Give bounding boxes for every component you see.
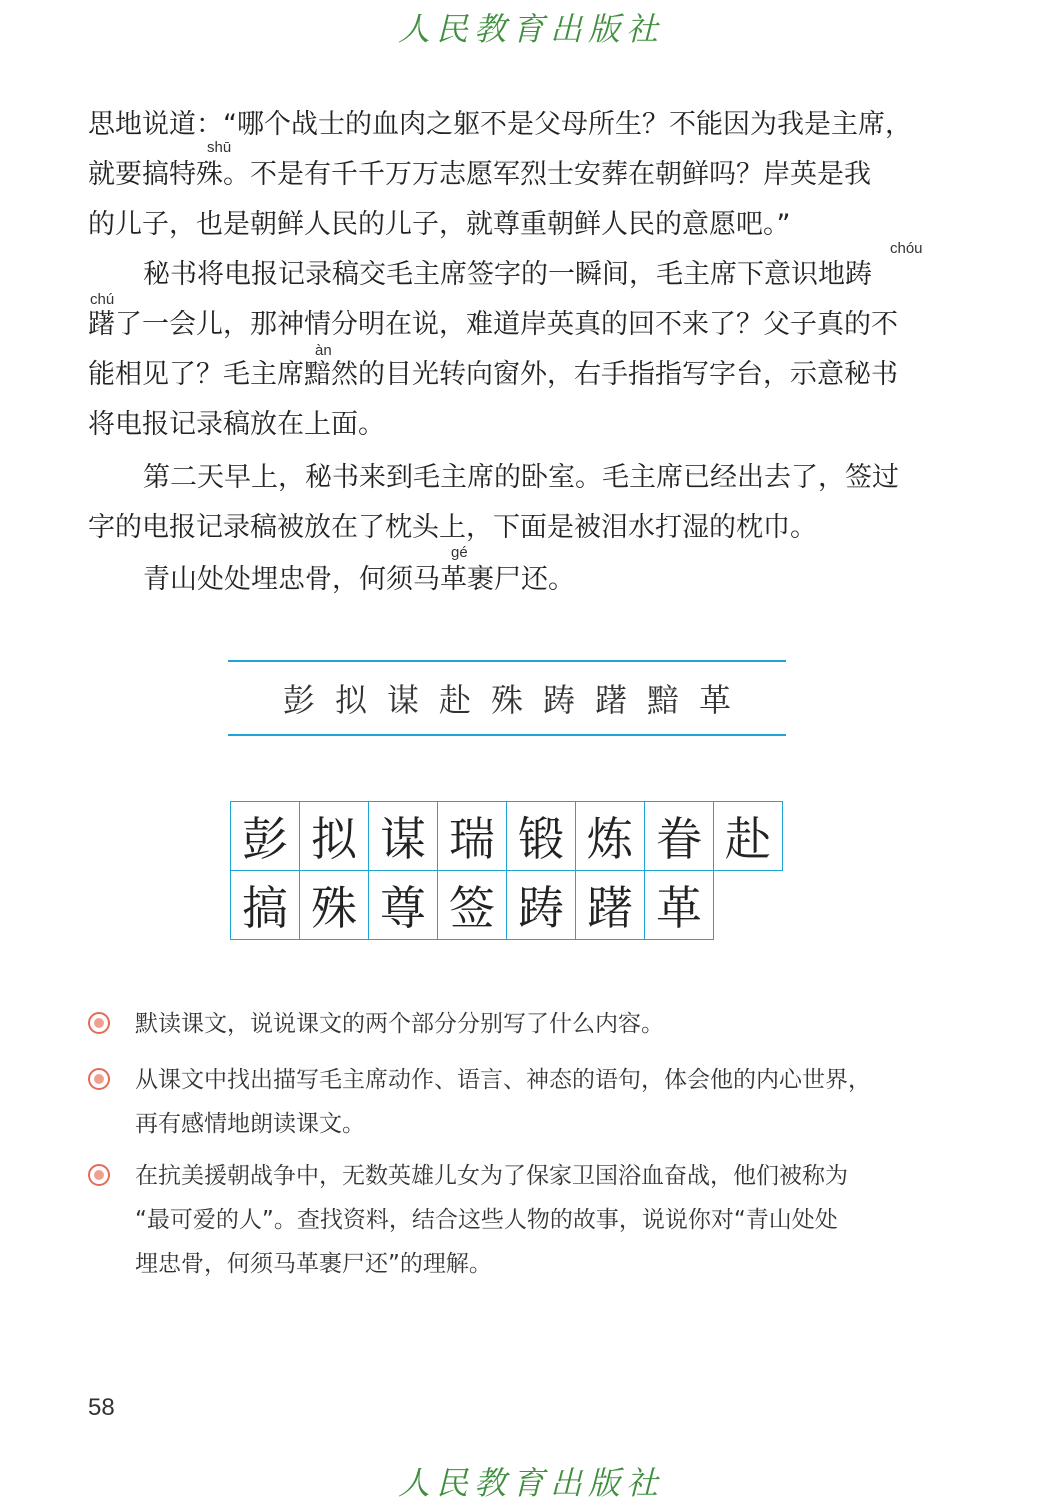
recognize-char: 躇 — [595, 681, 628, 719]
exercise-marker-icon — [88, 1164, 110, 1186]
write-char-cell: 尊 — [368, 870, 438, 940]
pinyin-chou: chóu — [890, 240, 923, 257]
write-char-cell: 谋 — [368, 801, 438, 871]
text-line: 思地说道：“哪个战士的血肉之躯不是父母所生？不能因为我是主席， — [88, 109, 912, 140]
text-line: 第二天早上，秘书来到毛主席的卧室。毛主席已经出去了，签过 — [143, 462, 899, 493]
recognize-char: 拟 — [334, 681, 367, 719]
exercise-line: 从课文中找出描写毛主席动作、语言、神态的语句，体会他的内心世界， — [135, 1067, 871, 1093]
write-char-cell: 锻 — [506, 801, 576, 871]
exercise-line: 埋忠骨，何须马革裹尸还”的理解。 — [135, 1251, 492, 1277]
grid-row — [231, 871, 783, 940]
exercise-line: 默读课文，说说课文的两个部分分别写了什么内容。 — [135, 1011, 664, 1037]
text-line: 的儿子，也是朝鲜人民的儿子，就尊重朝鲜人民的意愿吧。” — [88, 209, 791, 240]
write-char-cell: 躇 — [575, 870, 645, 940]
exercise-marker-icon — [88, 1068, 110, 1090]
publisher-logo-bottom: 人民教育出版社 — [397, 1464, 664, 1502]
recognize-chars-box — [228, 660, 786, 736]
write-char-cell: 搞 — [230, 870, 300, 940]
recognize-char: 谋 — [386, 681, 419, 719]
exercise-marker-icon — [88, 1012, 110, 1034]
write-char-cell: 彭 — [230, 801, 300, 871]
text-line: 青山处处埋忠骨，何须马革裹尸还。 — [143, 564, 575, 595]
write-char-cell: 踌 — [506, 870, 576, 940]
grid-row — [231, 802, 783, 871]
paragraph-1 — [88, 100, 933, 250]
recognize-char: 革 — [699, 681, 732, 719]
publisher-logo-top: 人民教育出版社 — [397, 10, 664, 48]
text-line: 将电报记录稿放在上面。 — [88, 409, 385, 440]
text-line: 字的电报记录稿被放在了枕头上，下面是被泪水打湿的枕巾。 — [88, 512, 817, 543]
write-char-cell: 殊 — [299, 870, 369, 940]
paragraph-4 — [88, 555, 933, 605]
pinyin-ge: gé — [451, 544, 468, 561]
write-char-cell: 瑞 — [437, 801, 507, 871]
recognize-char: 黯 — [647, 681, 680, 719]
write-char-cell: 眷 — [644, 801, 714, 871]
paragraph-3 — [88, 453, 933, 553]
write-char-cell: 革 — [644, 870, 714, 940]
write-char-cell: 赴 — [713, 801, 783, 871]
text-line: 能相见了？毛主席黯然的目光转向窗外，右手指指写字台，示意秘书 — [88, 359, 898, 390]
write-char-cell: 签 — [437, 870, 507, 940]
exercise-line: 在抗美援朝战争中，无数英雄儿女为了保家卫国浴血奋战，他们被称为 — [135, 1163, 848, 1189]
recognize-char: 踌 — [543, 681, 576, 719]
pinyin-chu: chú — [90, 291, 115, 308]
write-char-cell: 炼 — [575, 801, 645, 871]
recognize-char: 殊 — [490, 681, 523, 719]
write-chars-grid — [231, 802, 783, 940]
pinyin-shu: shū — [207, 139, 232, 156]
exercise-line: 再有感情地朗读课文。 — [135, 1111, 365, 1137]
paragraph-2 — [88, 250, 933, 450]
exercise-line: “最可爱的人”。查找资料，结合这些人物的故事，说说你对“青山处处 — [135, 1207, 838, 1233]
text-line: 秘书将电报记录稿交毛主席签字的一瞬间，毛主席下意识地踌 — [143, 259, 872, 290]
write-char-cell: 拟 — [299, 801, 369, 871]
recognize-char: 赴 — [438, 681, 471, 719]
recognize-char: 彭 — [282, 681, 315, 719]
text-line: 就要搞特殊。不是有千千万万志愿军烈士安葬在朝鲜吗？岸英是我 — [88, 159, 871, 190]
text-line: 躇了一会儿，那神情分明在说，难道岸英真的回不来了？父子真的不 — [88, 309, 898, 340]
page-number: 58 — [88, 1394, 115, 1421]
pinyin-an: àn — [315, 342, 332, 359]
